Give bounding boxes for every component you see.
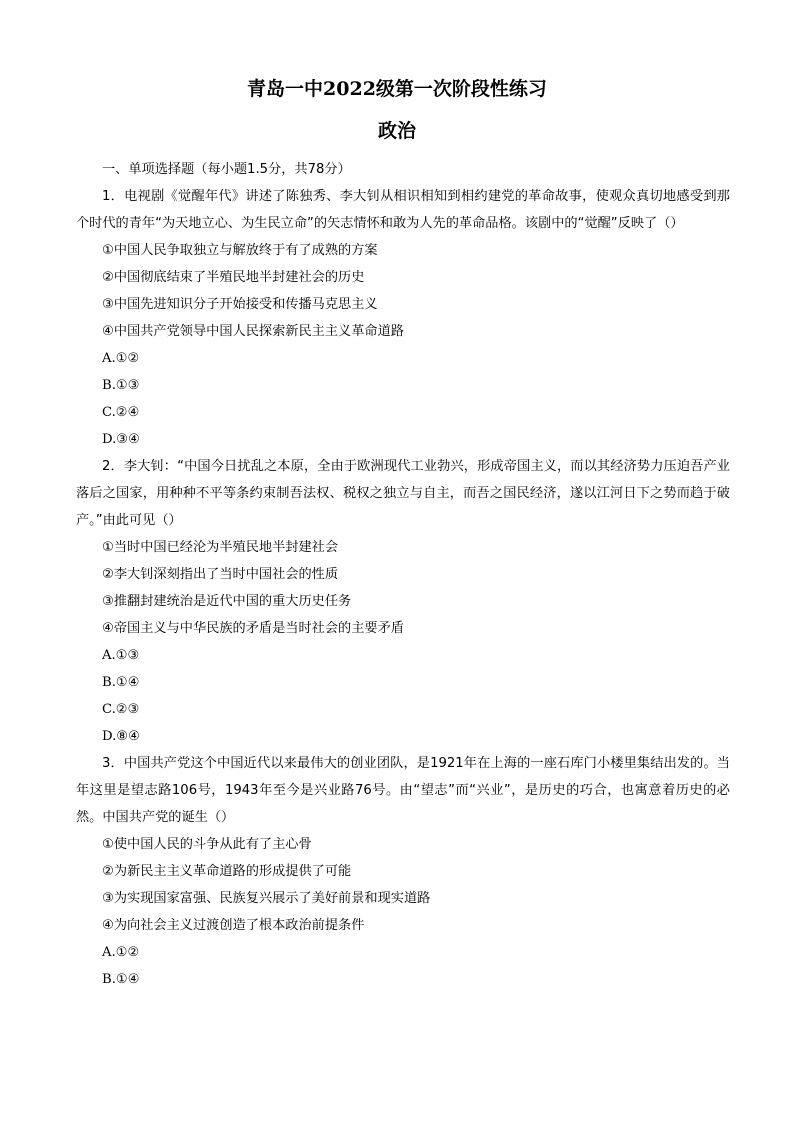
exam-content [76,156,730,993]
statement-option: ④帝国主义与中华民族的矛盾是当时社会的主要矛盾 [102,621,404,636]
question-stem: 3．中国共产党这个中国近代以来最伟大的创业团队，是1921年在上海的一座石库门小楼里集结出发的。当年这里是望志路106号，1943年至今是兴业路76号。由“望志”而“兴业”，是历史的巧合，也寓意着历史的必然。中国共产党的诞生（） [76,756,730,825]
answer-choice: B.①④ [102,675,140,690]
subject-title: 政治 [377,120,416,142]
answer-choice: D.③④ [102,432,140,447]
answer-choice: A.①③ [102,648,140,663]
answer-choice: B.①④ [102,972,140,987]
statement-option: ④中国共产党领导中国人民探索新民主主义革命道路 [102,324,404,339]
statement-option: ③为实现国家富强、民族复兴展示了美好前景和现实道路 [102,891,431,906]
answer-choice: D.⑧④ [102,729,140,744]
exam-title: 青岛一中2022级第一次阶段性练习 [247,78,547,100]
question-1 [76,183,730,453]
statement-option: ④为向社会主义过渡创造了根本政治前提条件 [102,918,365,933]
question-2 [76,453,730,750]
section-heading: 一、单项选择题（每小题1.5分，共78分） [102,162,351,177]
statement-option: ②中国彻底结束了半殖民地半封建社会的历史 [102,270,365,285]
statement-option: ②为新民主主义革命道路的形成提供了可能 [102,864,352,879]
statement-option: ③中国先进知识分子开始接受和传播马克思主义 [102,297,378,312]
answer-choice: A.①② [102,351,140,366]
question-stem: 1．电视剧《觉醒年代》讲述了陈独秀、李大钊从相识相知到相约建党的革命故事，使观众真切地感受到那个时代的青年“为天地立心、为生民立命”的矢志情怀和敢为人先的革命品格。该剧中的“觉醒”反映了（） [76,189,730,231]
question-3 [76,750,730,993]
answer-choice: A.①② [102,945,140,960]
answer-choice: B.①③ [102,378,140,393]
answer-choice: C.②④ [102,405,140,420]
statement-option: ①当时中国已经沦为半殖民地半封建社会 [102,540,339,555]
question-stem: 2．李大钊：“中国今日扰乱之本原，全由于欧洲现代工业勃兴，形成帝国主义，而以其经济势力压迫吾产业落后之国家，用种种不平等条约束制吾法权、税权之独立与自主，而吾之国民经济，遂以江河日下之势而趋于破产。”由此可见（） [76,459,730,528]
statement-option: ③推翻封建统治是近代中国的重大历史任务 [102,594,352,609]
statement-option: ①使中国人民的斗争从此有了主心骨 [102,837,312,852]
statement-option: ②李大钊深刻指出了当时中国社会的性质 [102,567,339,582]
statement-option: ①中国人民争取独立与解放终于有了成熟的方案 [102,243,378,258]
answer-choice: C.②③ [102,702,140,717]
